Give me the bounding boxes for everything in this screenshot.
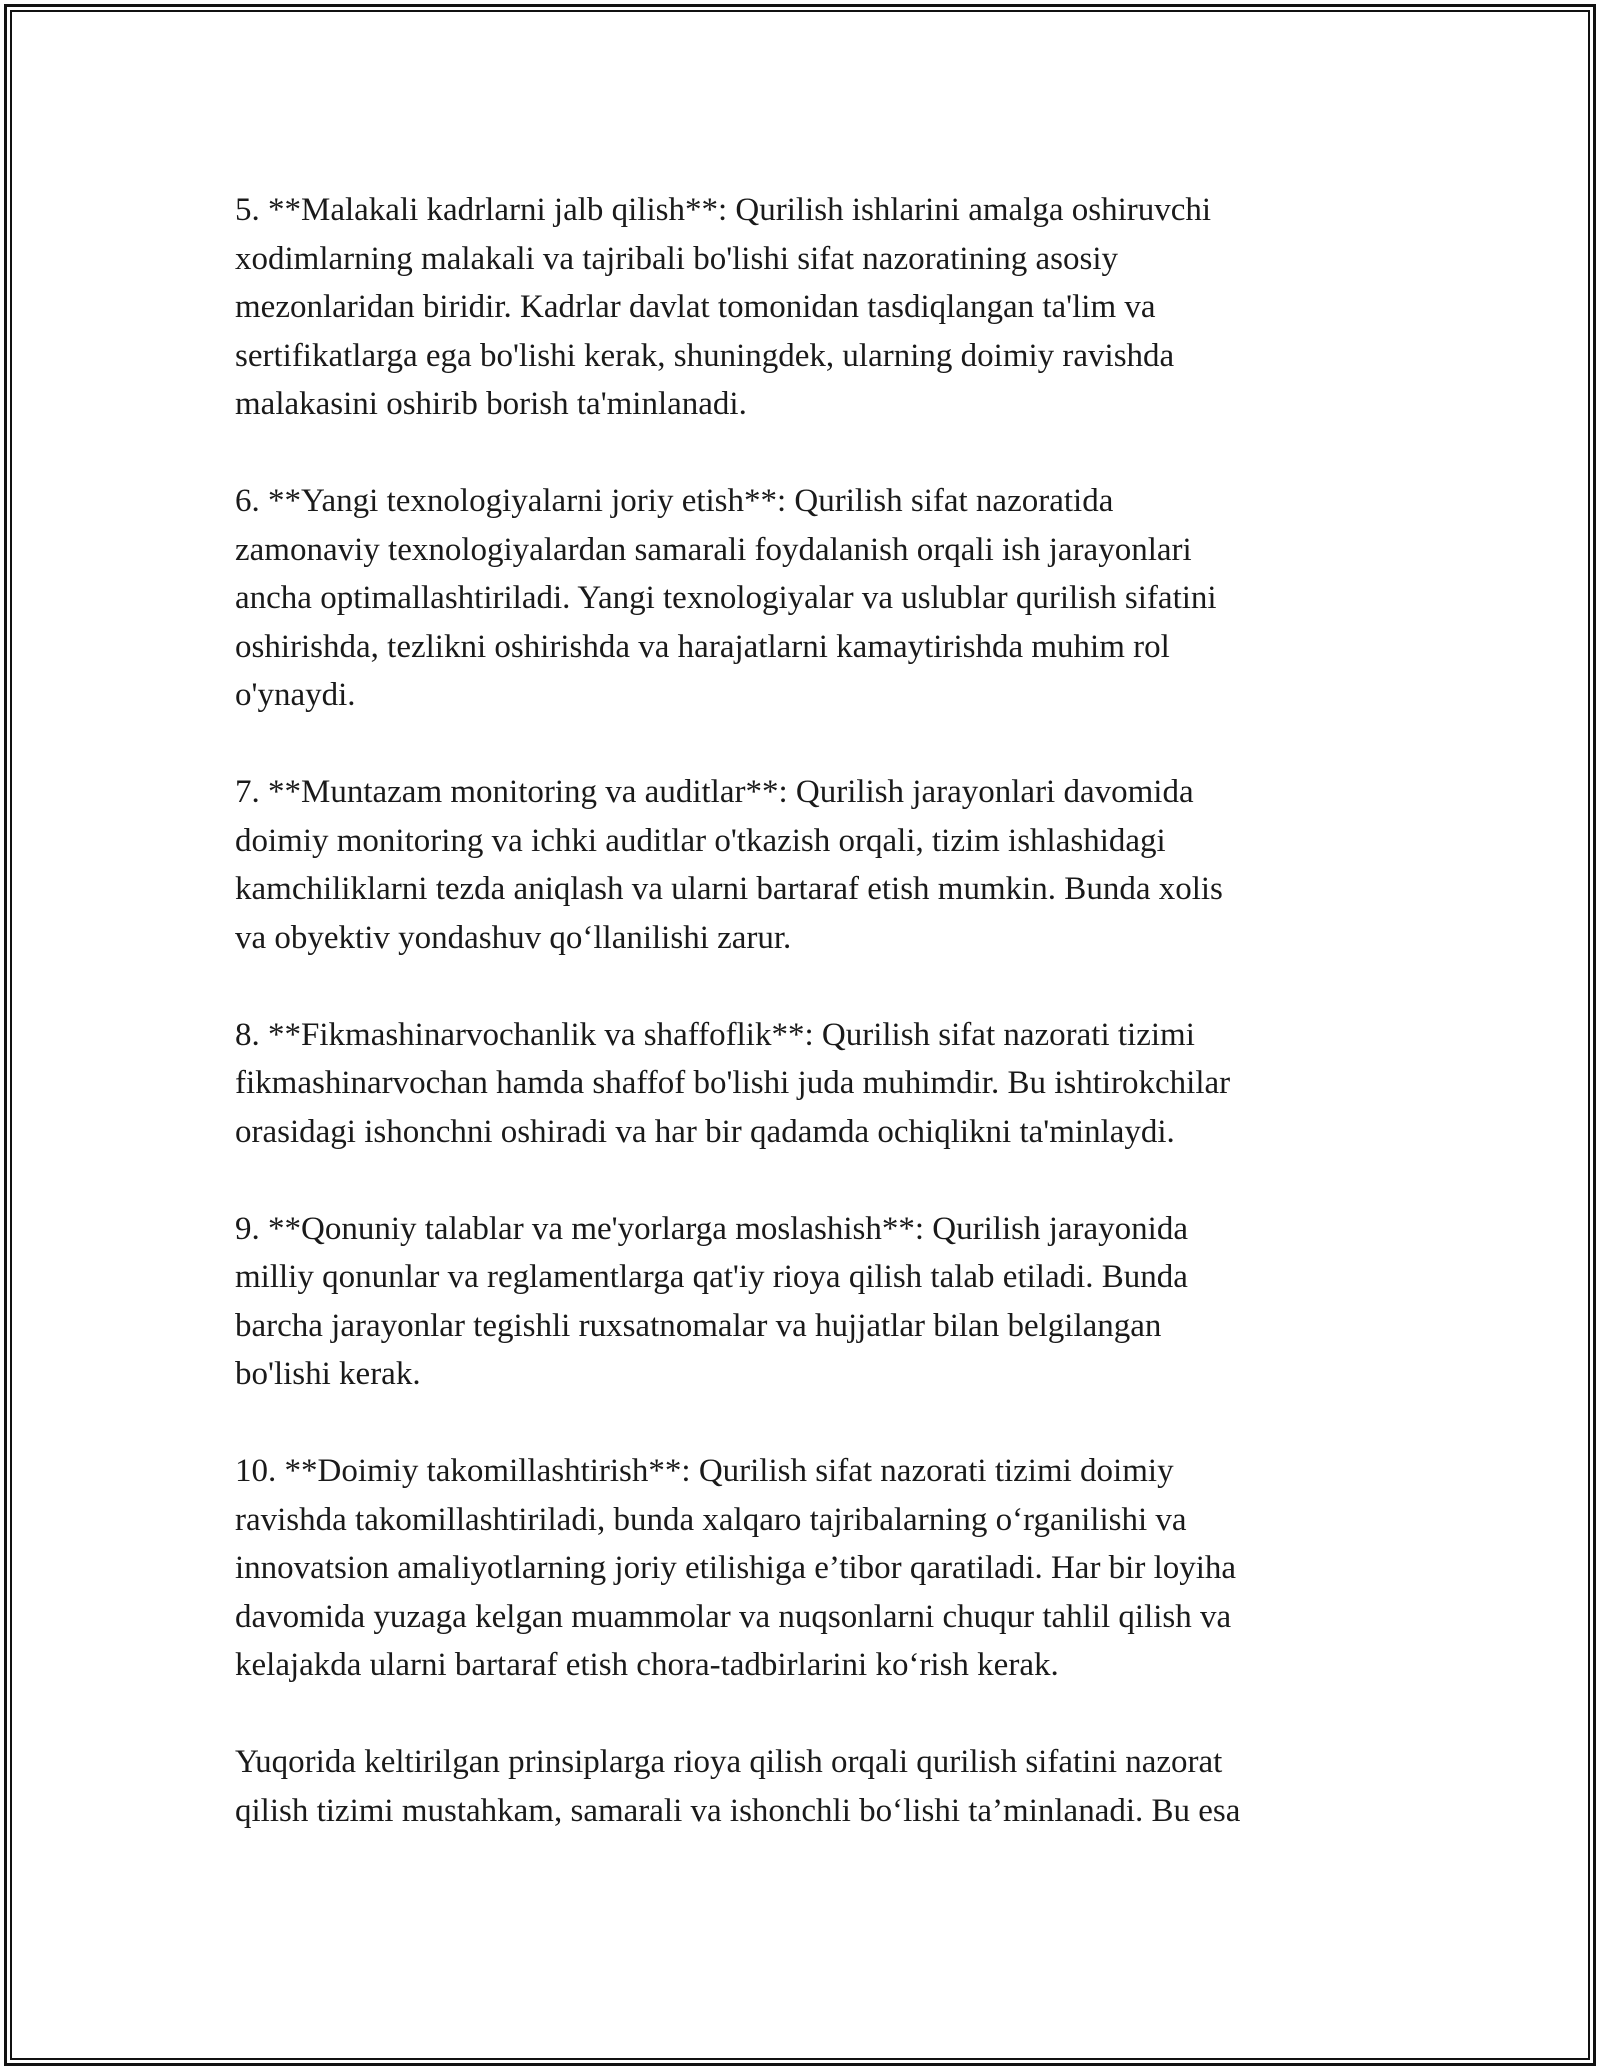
text-line: malakasini oshirib borish ta'minlanadi.: [235, 386, 747, 422]
text-line: barcha jarayonlar tegishli ruxsatnomalar va hujjatlar bilan belgilangan: [235, 1307, 1162, 1344]
text-line: 9. **Qonuniy talablar va me'yorlarga moslashish**: Qurilish jarayonida: [235, 1210, 1188, 1247]
text-line: fikmashinarvochan hamda shaffof bo'lishi juda muhimdir. Bu ishtirokchilar: [235, 1065, 1231, 1101]
text-line: xodimlarning malakali va tajribali bo'lishi sifat nazoratining asosiy: [235, 240, 1118, 277]
text-line: 10. **Doimiy takomillashtirish**: Qurilish sifat nazorati tizimi doimiy: [235, 1453, 1174, 1489]
paragraph-item-6: [235, 477, 1375, 720]
text-line: va obyektiv yondashuv qo‘llanilishi zarur.: [235, 919, 792, 956]
text-line: mezonlaridan biridir. Kadrlar davlat tomonidan tasdiqlangan ta'lim va: [235, 289, 1156, 325]
text-line: zamonaviy texnologiyalardan samarali foydalanish orqali ish jarayonlari: [235, 531, 1192, 568]
text-line: 5. **Malakali kadrlarni jalb qilish**: Qurilish ishlarini amalga oshiruvchi: [235, 192, 1212, 228]
paragraph-item-9: [235, 1205, 1375, 1399]
text-line: milliy qonunlar va reglamentlarga qat'iy rioya qilish talab etiladi. Bunda: [235, 1259, 1188, 1295]
text-line: Yuqorida keltirilgan prinsiplarga rioya qilish orqali qurilish sifatini nazorat: [235, 1744, 1223, 1780]
text-line: doimiy monitoring va ichki auditlar o'tkazish orqali, tizim ishlashidagi: [235, 822, 1166, 859]
text-line: sertifikatlarga ega bo'lishi kerak, shuningdek, ularning doimiy ravishda: [235, 337, 1175, 374]
text-line: qilish tizimi mustahkam, samarali va ishonchli bo‘lishi ta’minlanadi. Bu esa: [235, 1792, 1241, 1829]
text-line: bo'lishi kerak.: [235, 1356, 421, 1392]
text-line: kamchiliklarni tezda aniqlash va ularni bartaraf etish mumkin. Bunda xolis: [235, 871, 1223, 907]
document-body: [235, 186, 1375, 1884]
text-line: o'ynaydi.: [235, 677, 356, 713]
text-line: kelajakda ularni bartaraf etish chora-tadbirlarini ko‘rish kerak.: [235, 1647, 1059, 1683]
paragraph-item-8: [235, 1011, 1375, 1157]
text-line: davomida yuzaga kelgan muammolar va nuqsonlarni chuqur tahlil qilish va: [235, 1598, 1232, 1635]
text-line: innovatsion amaliyotlarning joriy etilishiga e’tibor qaratiladi. Har bir loyiha: [235, 1550, 1237, 1586]
paragraph-item-10: [235, 1447, 1375, 1690]
text-line: 7. **Muntazam monitoring va auditlar**: Qurilish jarayonlari davomida: [235, 774, 1194, 810]
text-line: orasidagi ishonchni oshiradi va har bir qadamda ochiqlikni ta'minlaydi.: [235, 1113, 1175, 1150]
text-line: 6. **Yangi texnologiyalarni joriy etish**: Qurilish sifat nazoratida: [235, 483, 1114, 519]
paragraph-item-5: [235, 186, 1375, 429]
text-line: oshirishda, tezlikni oshirishda va harajatlarni kamaytirishda muhim rol: [235, 628, 1170, 665]
paragraph-conclusion: [235, 1738, 1375, 1835]
text-line: ravishda takomillashtiriladi, bunda xalqaro tajribalarning o‘rganilishi va: [235, 1501, 1187, 1538]
paragraph-item-7: [235, 768, 1375, 962]
text-line: 8. **Fikmashinarvochanlik va shaffoflik**: Qurilish sifat nazorati tizimi: [235, 1016, 1195, 1053]
text-line: ancha optimallashtiriladi. Yangi texnologiyalar va uslublar qurilish sifatini: [235, 580, 1217, 616]
